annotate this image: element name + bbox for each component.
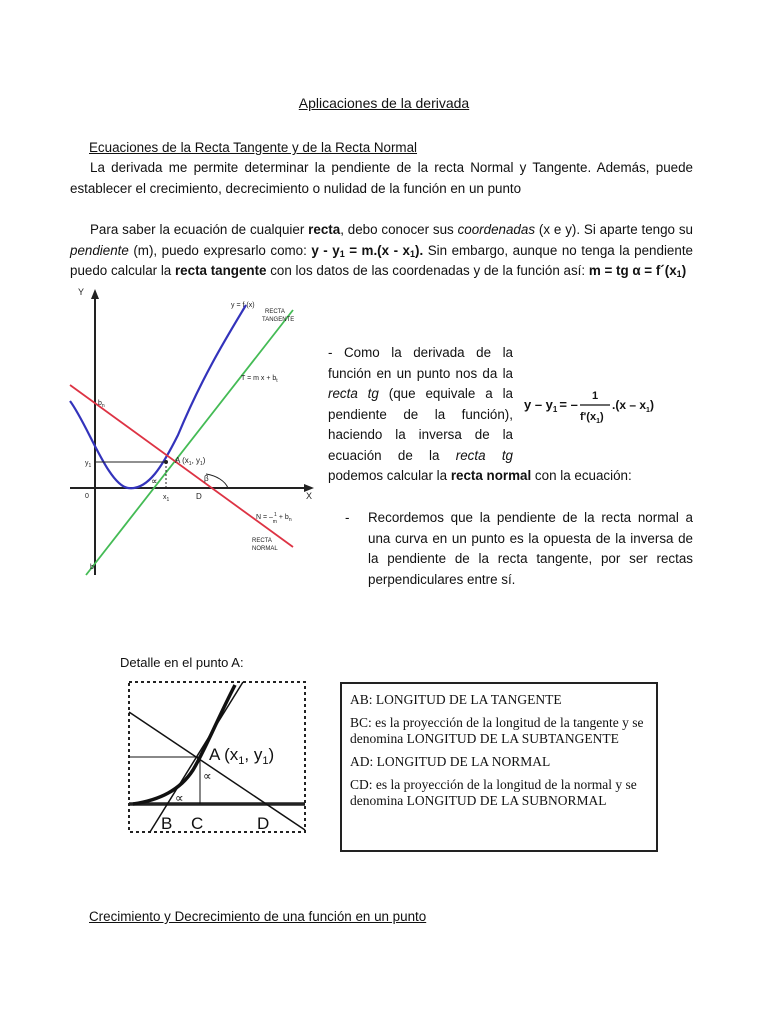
svg-text:D: D	[196, 492, 202, 501]
svg-text:RECTA: RECTA	[252, 538, 272, 544]
x-axis-label: X	[306, 491, 313, 501]
svg-text:∝: ∝	[203, 769, 212, 783]
svg-text:1: 1	[592, 390, 599, 402]
def-cd: CD: es la proyección de la longitud de la normal y se denomina LONGITUD DE LA SUBNORMAL	[350, 777, 637, 808]
section-heading-growth: Crecimiento y Decrecimiento de una función en un punto	[89, 909, 427, 924]
function-curve	[70, 305, 246, 488]
y-axis-label: Y	[78, 287, 85, 297]
paragraph-line-equation: Para saber la ecuación de cualquier recta, debo conocer sus coordenadas (x e y). Si aparte tengo su pendiente (m), puedo expresarlo como: $y - y_1 = m.(x - x_1)$. Sin embargo, aunque no tenga la pendiente puedo calcular la recta tangente con los datos de las coordenadas y de la función así: m = tg $\alpha = f´(x_1)$	[70, 222, 694, 279]
svg-text:0: 0	[85, 493, 89, 500]
bullet-dash: -	[345, 510, 350, 525]
svg-text:N = –1m+ bn: N = –$^1$ $m+ b_n$	[256, 512, 292, 525]
tangent-line	[86, 310, 293, 575]
svg-text:y1: $y_1$	[85, 460, 92, 469]
detail-caption: Detalle en el punto A:	[120, 655, 244, 670]
bullet-text: Recordemos que la pendiente de la recta normal a una curva en un punto es la opuesta de la inversa de la pendiente de la recta tangente, por ser rectas perpendiculares entre sí.	[368, 510, 693, 587]
normal-formula	[522, 384, 662, 434]
tangent-normal-graph	[68, 285, 320, 580]
svg-text:f'(x1): $f'(x_1)$	[580, 411, 604, 425]
svg-text:NORMAL: NORMAL	[252, 546, 278, 552]
detail-graph	[125, 680, 310, 835]
svg-text:RECTA: RECTA	[265, 309, 285, 315]
point-a-label: A ($x_1$, $y_1$)	[175, 456, 206, 467]
curve-label: y = f (x)	[231, 302, 255, 309]
svg-text:y – y1= –: y – $y_1$ = –	[524, 397, 578, 414]
svg-text:D: D	[257, 814, 270, 833]
svg-text:bt: $b_t$	[90, 564, 96, 573]
tangent-eq: T = m $x + b_t$	[241, 375, 278, 384]
svg-text:β: β	[204, 474, 209, 483]
normal-line	[70, 385, 293, 547]
svg-text:C: C	[191, 814, 204, 833]
def-ad: AD: LONGITUD DE LA NORMAL	[350, 754, 551, 769]
svg-text:bn: $b_n$	[98, 400, 105, 409]
paragraph-normal-derivation: - Como la derivada de la función en un punto nos da la recta tg (que equivale a la pendiente de la función), haciendo la inversa de la ecuación de la recta tg podemos calcular la recta normal con la ecuación:	[328, 345, 632, 483]
def-bc: BC: es la proyección de la longitud de la tangente y se denomina LONGITUD DE LA SUBTANGENTE	[350, 715, 644, 746]
def-ab: AB: LONGITUD DE LA TANGENTE	[350, 692, 562, 707]
svg-text:∝: ∝	[151, 476, 158, 486]
svg-text:TANGENTE: TANGENTE	[262, 317, 295, 323]
definitions-box	[340, 682, 658, 852]
page-title: Aplicaciones de la derivada	[298, 95, 470, 111]
section-heading-tangent-normal: Ecuaciones de la Recta Tangente y de la Recta Normal	[89, 140, 418, 155]
svg-text:.(x – x1): $.(x - x_1)$	[612, 398, 654, 414]
svg-text:x1: $x_1$	[163, 494, 170, 503]
svg-text:B: B	[161, 814, 173, 833]
svg-text:∝: ∝	[175, 791, 184, 805]
svg-text:A (x1, y1): A ($x_1$, $y_1$)	[209, 745, 275, 767]
paragraph-intro: La derivada me permite determinar la pendiente de la recta Normal y Tangente. Además, puede establecer el crecimiento, decrecimiento o nulidad de la función en un punto	[70, 160, 693, 196]
